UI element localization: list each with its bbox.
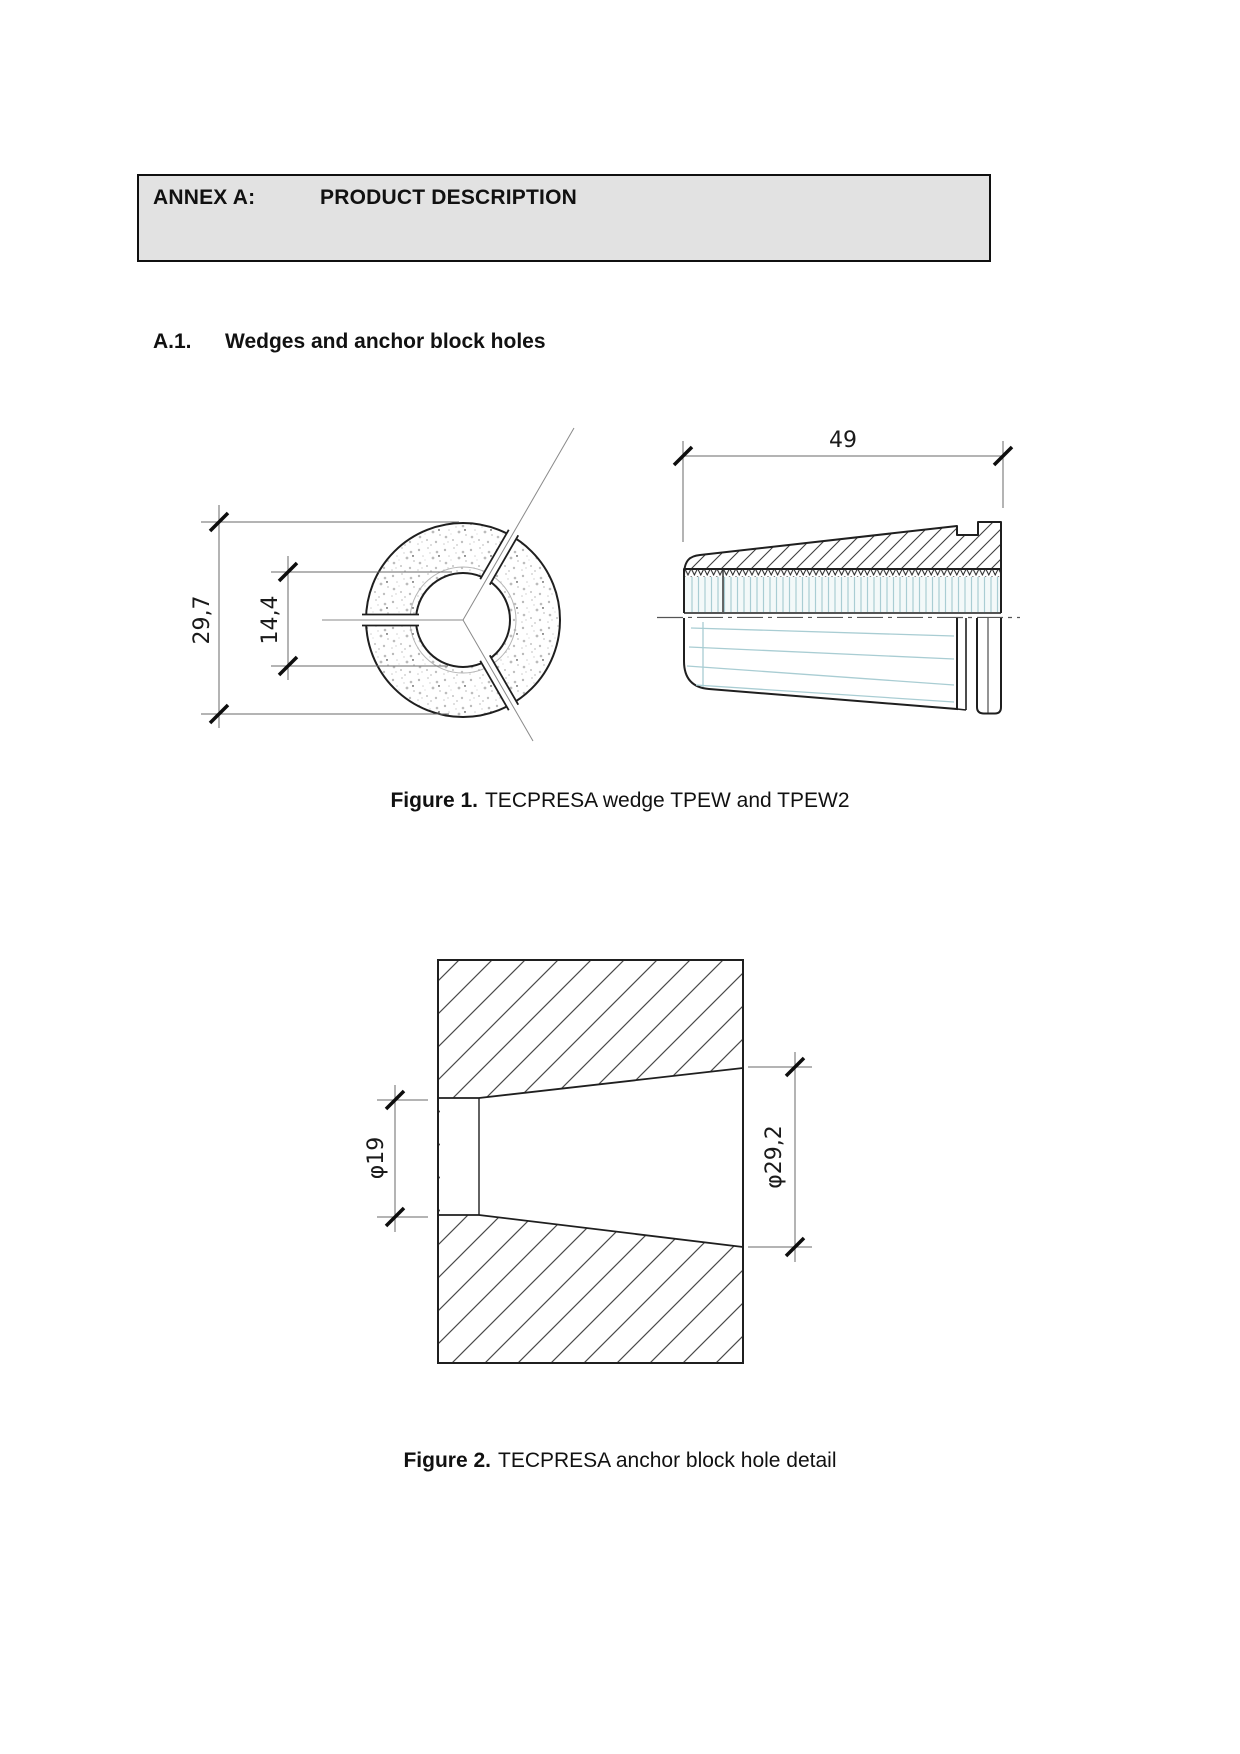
figure2-caption-text: TECPRESA anchor block hole detail bbox=[498, 1449, 837, 1472]
figure2-caption bbox=[0, 1449, 1240, 1473]
dimension-label-bore: φ19 bbox=[364, 1136, 389, 1180]
dimension-label-outer: 29,7 bbox=[190, 595, 215, 645]
figure1-caption bbox=[0, 789, 1240, 813]
dimension-label-length: 49 bbox=[829, 428, 857, 453]
side-view-dimension bbox=[674, 441, 1012, 542]
figure1-caption-text: TECPRESA wedge TPEW and TPEW2 bbox=[484, 789, 850, 812]
wedge-front-view bbox=[322, 428, 574, 741]
figure2-caption-label: Figure 2. bbox=[403, 1449, 491, 1472]
dimension-label-mouth: φ29,2 bbox=[762, 1125, 787, 1189]
dimension-label-inner: 14,4 bbox=[258, 595, 283, 645]
anchor-block-section bbox=[438, 960, 743, 1363]
wedge-side-view bbox=[657, 522, 1020, 714]
section-number: A.1. bbox=[153, 330, 192, 353]
annex-title: PRODUCT DESCRIPTION bbox=[320, 186, 577, 209]
figure1-caption-label: Figure 1. bbox=[390, 789, 478, 812]
section-title: Wedges and anchor block holes bbox=[225, 330, 546, 353]
annex-label: ANNEX A: bbox=[153, 186, 256, 209]
